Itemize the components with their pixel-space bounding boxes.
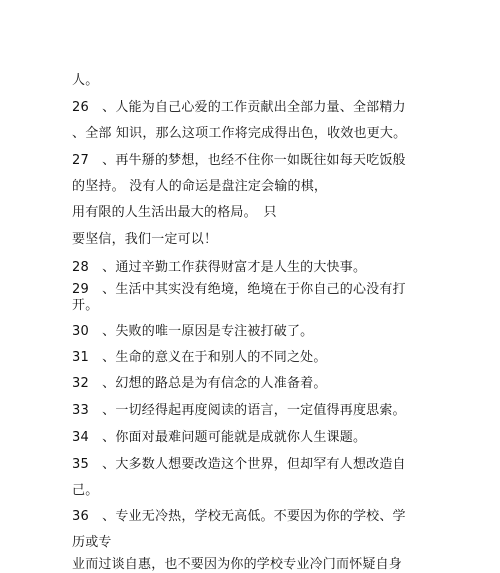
text-line: 31 、生命的意义在于和别人的不同之处。 [72, 350, 327, 365]
text-line: 用有限的人生活出最大的格局。 只 [72, 205, 277, 220]
text-line: 30 、失败的唯一原因是专注被打破了。 [72, 324, 314, 339]
text-line: 、全部 知识，那么这项工作将完成得出色，收效也更大。 [72, 126, 407, 141]
text-line: 26 、人能为自己心爱的工作贡献出全部力量、全部精力 [72, 100, 406, 115]
text-line: 要坚信，我们一定可以！ [72, 232, 218, 247]
text-line: 29 、生活中其实没有绝境，绝境在于你自己的心没有打 [72, 282, 406, 297]
text-line: 的坚持。 没有人的命运是盘注定会输的棋， [72, 179, 328, 194]
text-line: 35 、大多数人想要改造这个世界，但却罕有人想改造自 [72, 457, 406, 472]
text-line: 34 、你面对最难问题可能就是成就你人生课题。 [72, 430, 367, 445]
text-line: 36 、专业无冷热，学校无高低。不要因为你的学校、学 [72, 509, 406, 524]
text-line: 人。 [72, 73, 99, 88]
text-line: 历或专 [72, 535, 112, 550]
text-line: 业而过谈自惠，也不要因为你的学校专业冷门而怀疑自身 [72, 557, 403, 572]
text-line: 32 、幻想的路总是为有信念的人准备着。 [72, 376, 327, 391]
text-line: 28 、通过辛勤工作获得财富才是人生的大快事。 [72, 260, 367, 275]
text-line: 27 、再牛掰的梦想，也经不住你一如既往如每天吃饭般 [72, 153, 406, 168]
text-line: 33 、一切经得起再度阅读的语言，一定值得再度思索。 [72, 403, 406, 418]
text-line: 己。 [72, 483, 99, 498]
text-line: 开。 [72, 298, 99, 313]
